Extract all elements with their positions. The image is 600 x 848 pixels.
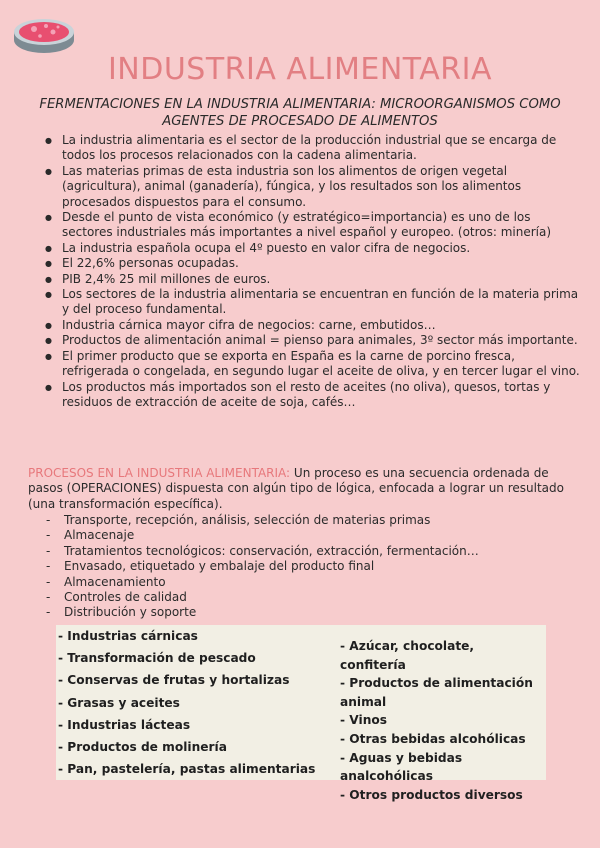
process-steps-list [46, 513, 479, 621]
sector-item: - Industrias cárnicas [58, 629, 198, 643]
bullet-item: ● Los productos más importados son el resto de aceites (no oliva), quesos, tortas y residuos de extracción de aceite de soja, cafés… [62, 380, 582, 411]
bullet-item: ● Industria cárnica mayor cifra de negocios: carne, embutidos… [62, 318, 582, 333]
sector-item: - Azúcar, chocolate, confitería [340, 639, 475, 672]
sector-item: - Otras bebidas alcohólicas [340, 731, 526, 746]
bullet-item: ● El primer producto que se exporta en España es la carne de porcino fresca, refrigerada o congelada, en segundo lugar el aceite de oliva, y en tercer lugar el vino. [62, 349, 582, 380]
bullet-item: ● La industria española ocupa el 4º puesto en valor cifra de negocios. [62, 241, 582, 256]
process-step: - Tratamientos tecnológicos: conservación, extracción, fermentación… [46, 544, 479, 559]
bullet-item: ● La industria alimentaria es el sector de la producción industrial que se encarga de todos los procesos relacionados con la cadena alimentaria. [62, 133, 582, 164]
procesos-heading: PROCESOS EN LA INDUSTRIA ALIMENTARIA: [28, 466, 291, 480]
bullet-item: ● Las materias primas de esta industria son los alimentos de origen vegetal (agricultura), animal (ganadería), fúngica, y los resultados son los alimentos procesados dispuestos para el consumo. [62, 164, 582, 210]
bullet-item: ● El 22,6% personas ocupadas. [62, 256, 582, 271]
bullet-list [22, 133, 582, 410]
process-step: - Almacenaje [46, 528, 479, 543]
page-subtitle: FERMENTACIONES EN LA INDUSTRIA ALIMENTARIA: MICROORGANISMOS COMO AGENTES DE PROCESADO DE ALIMENTOS [39, 97, 561, 129]
bullet-item: ● PIB 2,4% 25 mil millones de euros. [62, 272, 582, 287]
process-step: - Transporte, recepción, análisis, selección de materias primas [46, 513, 479, 528]
petri-dish-icon [12, 12, 76, 56]
page-title: INDUSTRIA ALIMENTARIA [107, 52, 493, 87]
sector-item: - Productos de alimentación animal [340, 676, 533, 709]
sectors-box [56, 625, 546, 802]
sector-item: - Pan, pastelería, pastas alimentarias [58, 762, 316, 777]
process-step: - Envasado, etiquetado y embalaje del producto final [46, 559, 479, 574]
sector-item: - Productos de molinería [58, 739, 227, 754]
sector-item: - Industrias lácteas [58, 717, 191, 732]
bullet-item: ● Desde el punto de vista económico (y estratégico=importancia) es uno de los sectores industriales más importantes a nivel español y europeo. (otros: minería) [62, 210, 582, 241]
sector-item: - Vinos [340, 713, 388, 728]
sector-item: - Otros productos diversos [340, 787, 523, 802]
procesos-text: Un proceso es una secuencia ordenada de pasos (OPERACIONES) dispuesta con algún tipo de lógica, enfocada a lograr un resultado (una transformación específica). [28, 466, 564, 511]
sector-item: - Transformación de pescado [58, 651, 256, 666]
process-step: - Controles de calidad [46, 590, 479, 605]
sectors-right-column [340, 637, 540, 804]
process-step: - Distribución y soporte [46, 605, 479, 620]
sector-item: - Grasas y aceites [58, 695, 180, 710]
bullet-item: ● Productos de alimentación animal = pienso para animales, 3º sector más importante. [62, 333, 582, 348]
sector-item: - Conservas de frutas y hortalizas [58, 673, 290, 688]
sectors-left-column [58, 627, 315, 782]
procesos-paragraph [28, 466, 576, 512]
process-step: - Almacenamiento [46, 575, 479, 590]
sector-item: - Aguas y bebidas analcohólicas [340, 750, 463, 784]
bullet-item: ● Los sectores de la industria alimentaria se encuentran en función de la materia prima y del proceso fundamental. [62, 287, 582, 318]
